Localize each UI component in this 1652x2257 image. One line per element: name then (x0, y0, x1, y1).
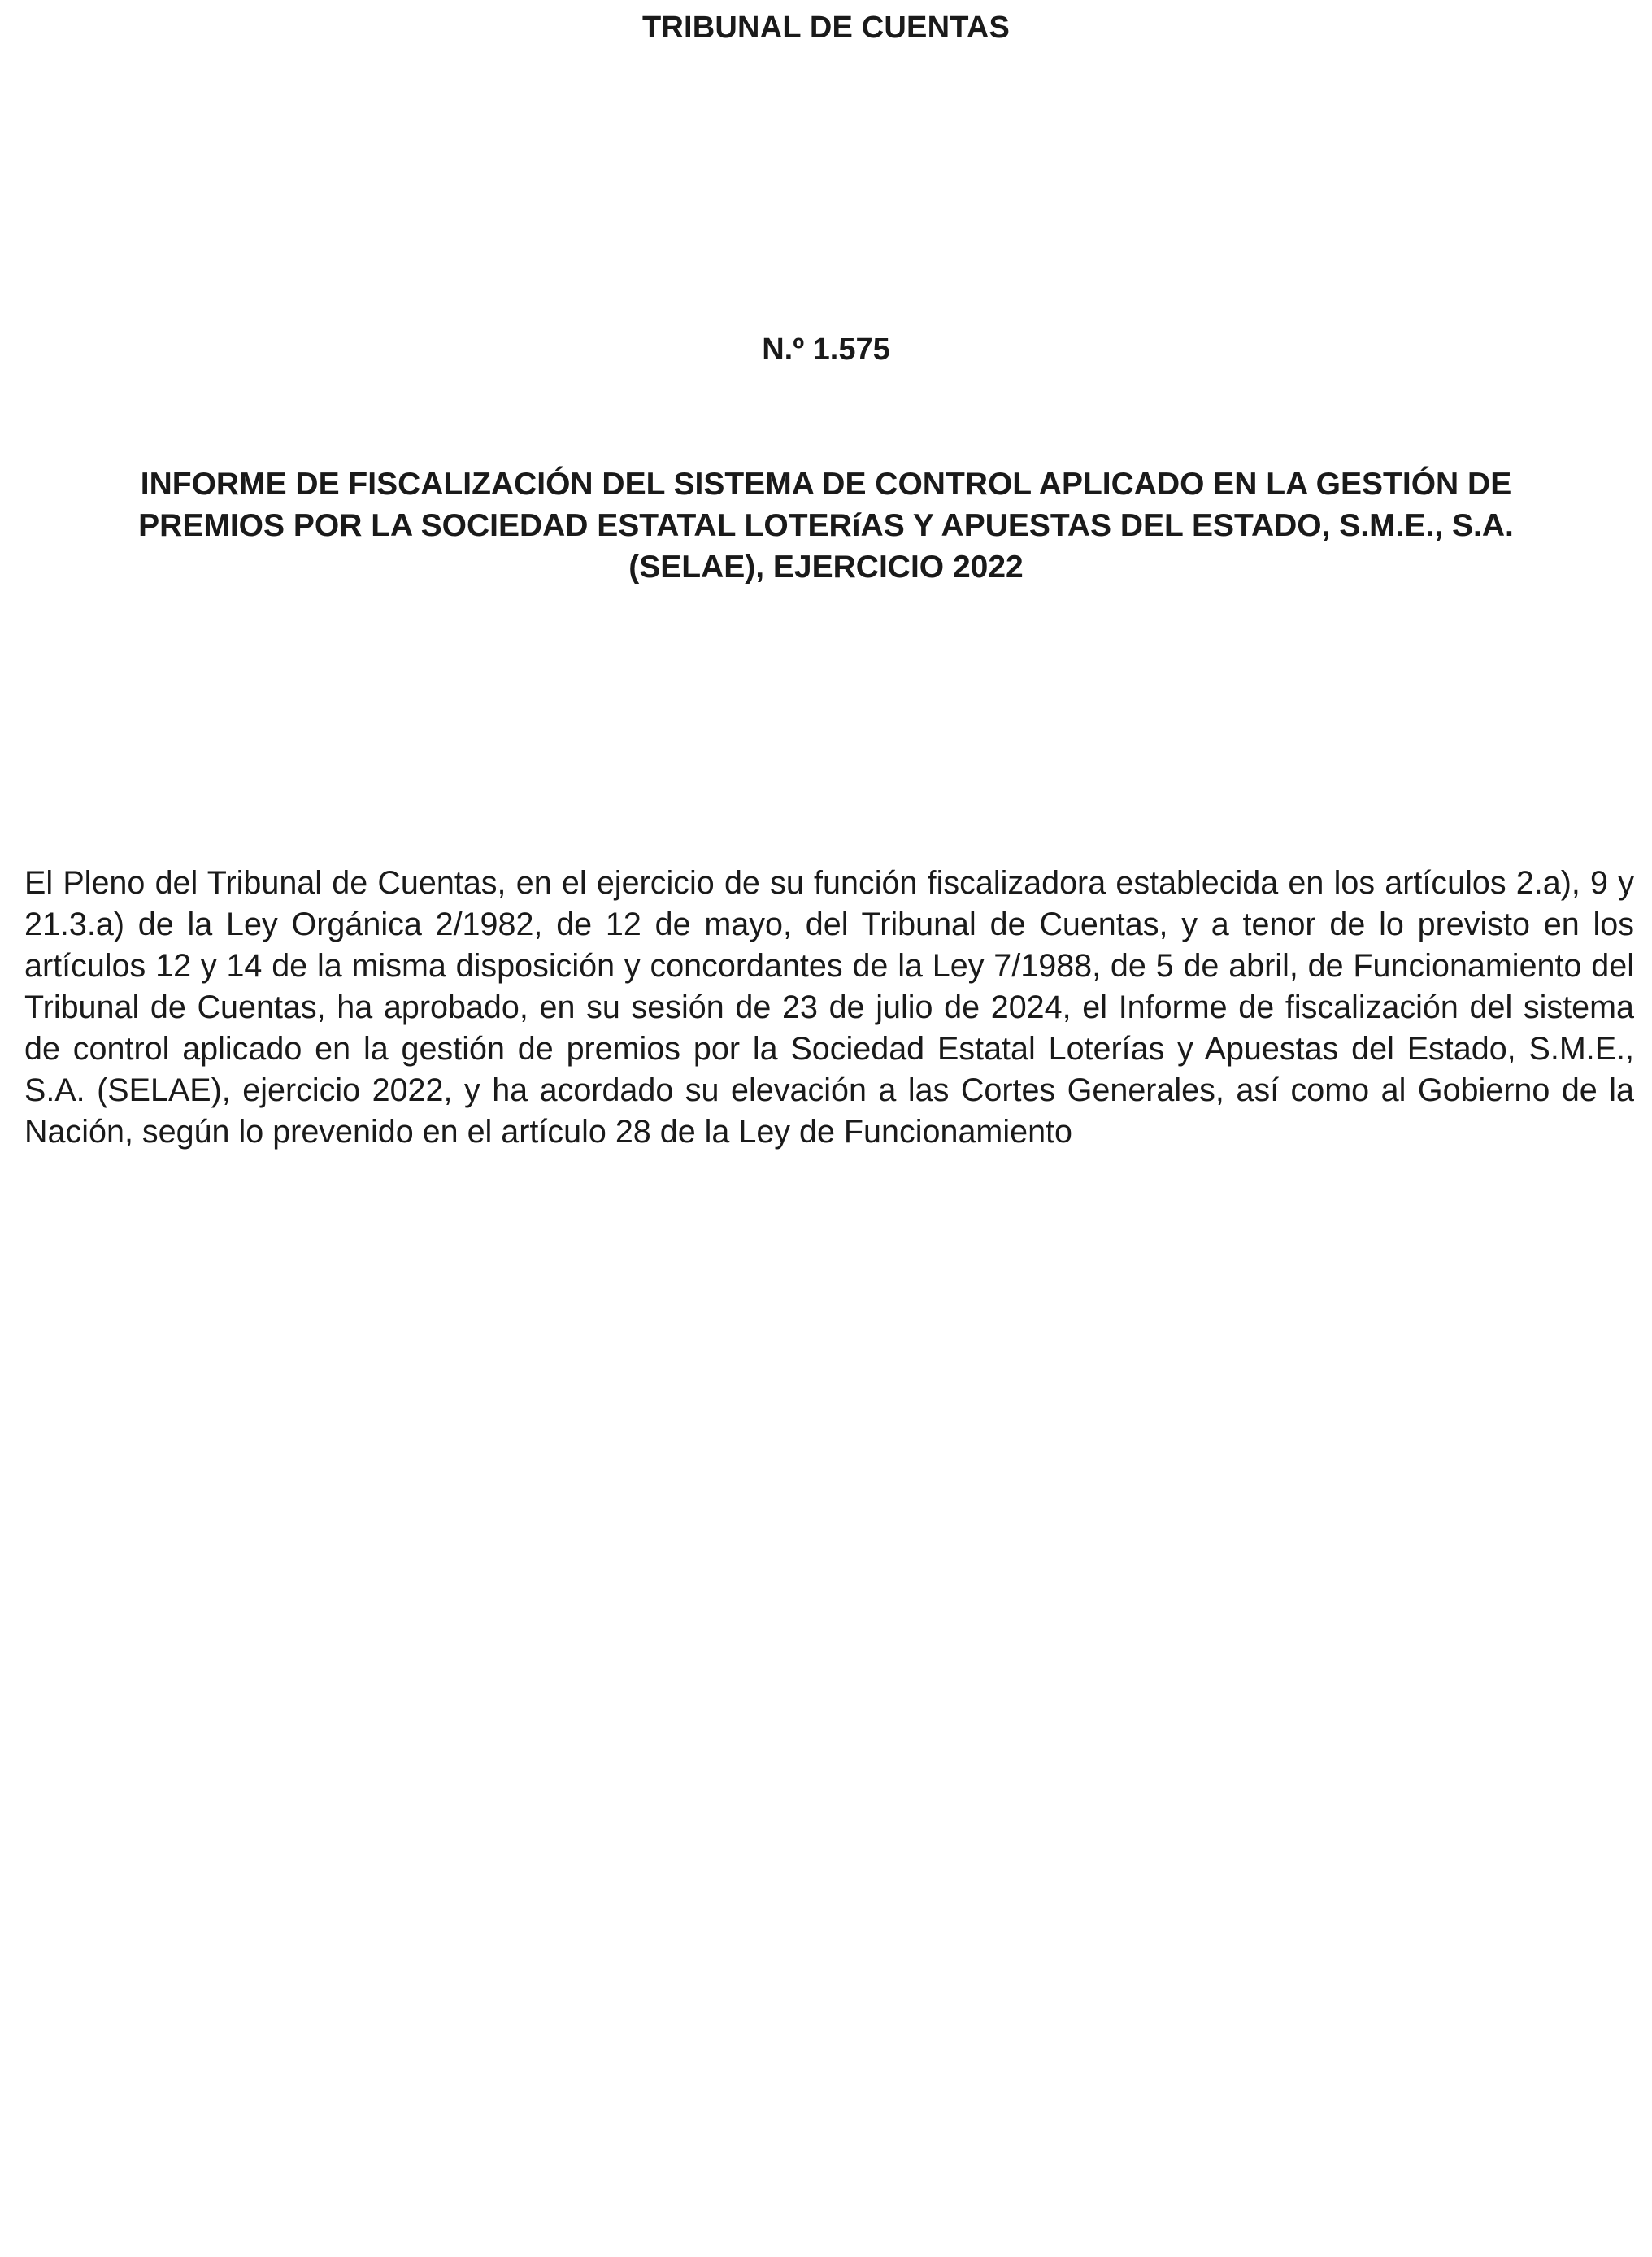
report-title: INFORME DE FISCALIZACIÓN DEL SISTEMA DE CONTROL APLICADO EN LA GESTIÓN DE PREMIOS POR LA SOCIEDAD ESTATAL LOTERíAS Y APUESTAS DEL ESTADO, S.M.E., S.A. (SELAE), EJERCICIO 2022 (138, 467, 1514, 585)
report-number: N.º 1.575 (762, 333, 890, 367)
page-header: TRIBUNAL DE CUENTAS (641, 11, 1011, 45)
approval-statement: El Pleno del Tribunal de Cuentas, en el ejercicio de su función fiscalizadora establecida en los artículos 2.a), 9 y 21.3.a) de la Ley Orgánica 2/1982, de 12 de mayo, del Tribunal de Cuentas, y a tenor de lo previsto en los artículos 12 y 14 de la misma disposición y concordantes de la Ley 7/1988, de 5 de abril, de Funcionamiento del Tribunal de Cuentas, ha aprobado, en su sesión de 23 de julio de 2024, el Informe de fiscalización del sistema de control aplicado en la gestión de premios por la Sociedad Estatal Loterías y Apuestas del Estado, S.M.E., S.A. (SELAE), ejercicio 2022, y ha acordado su elevación a las Cortes Generales, así como al Gobierno de la Nación, según lo prevenido en el artículo 28 de la Ley de Funcionamiento (24, 865, 1634, 1150)
